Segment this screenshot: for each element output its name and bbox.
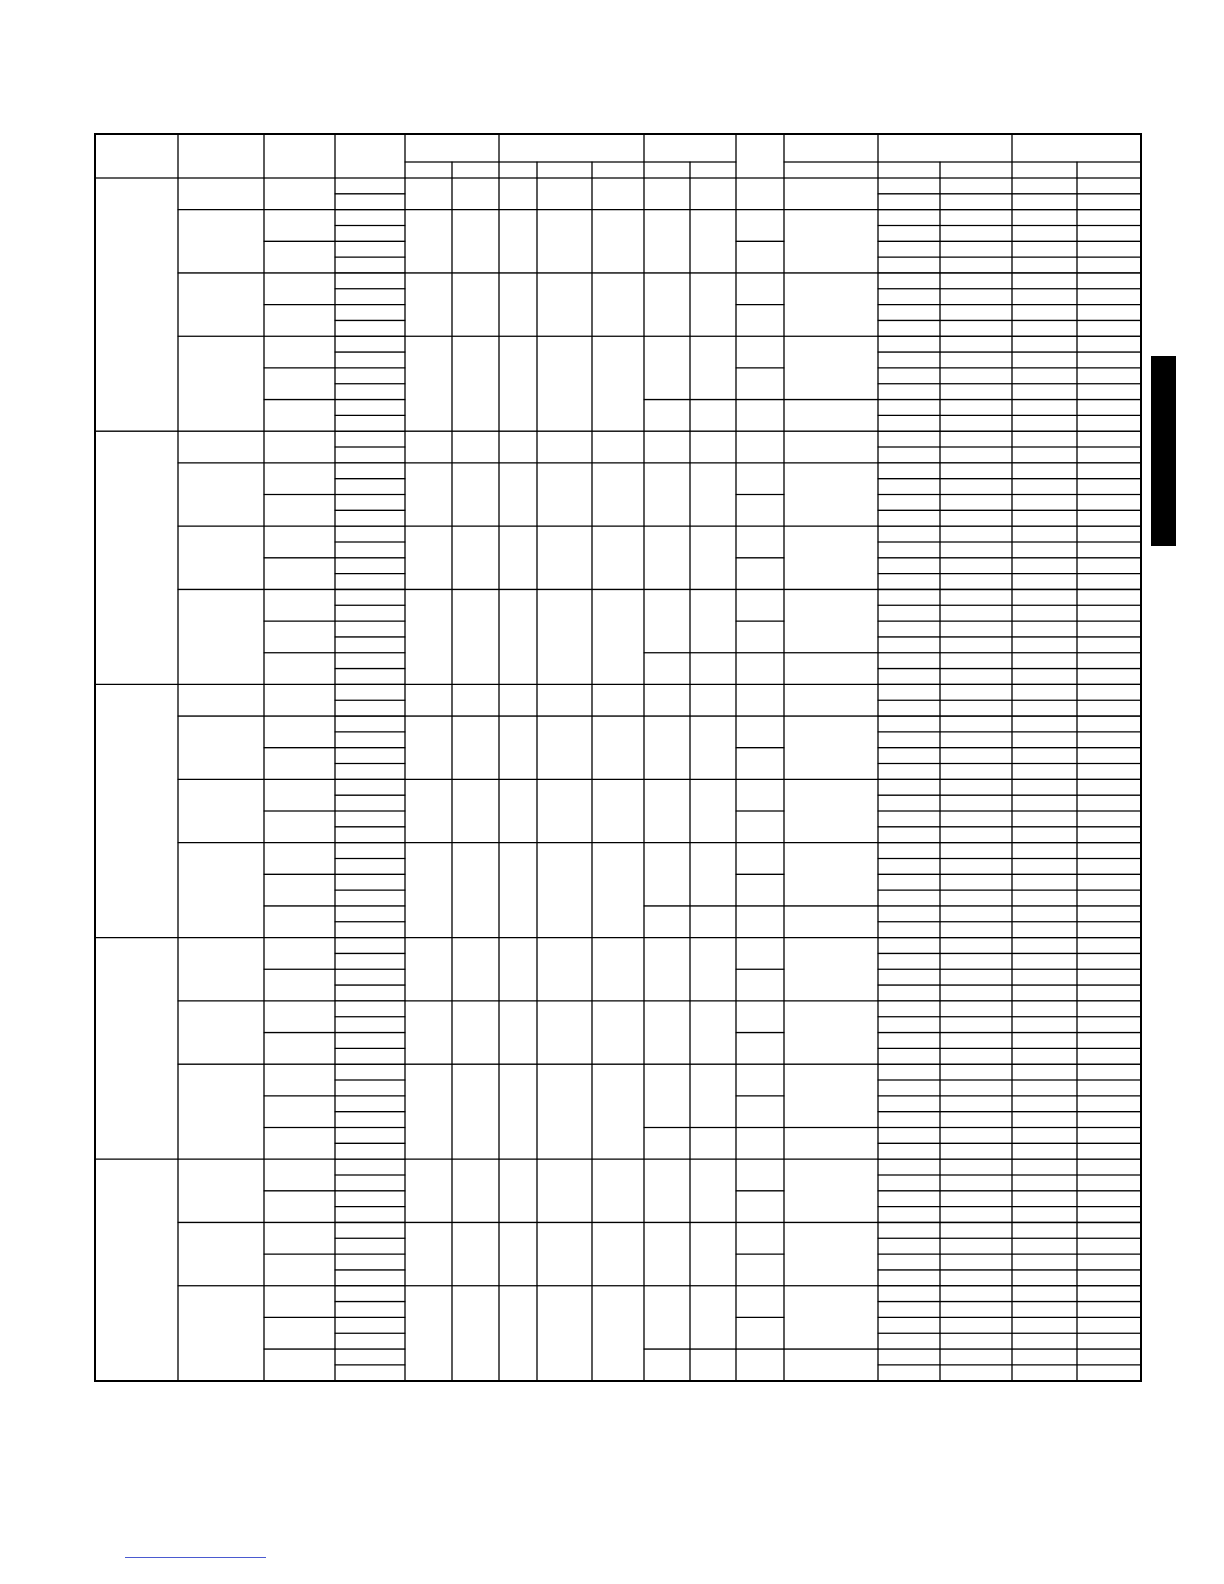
footnote-rule [125, 1557, 266, 1558]
section-thumb-tab [1151, 356, 1176, 546]
